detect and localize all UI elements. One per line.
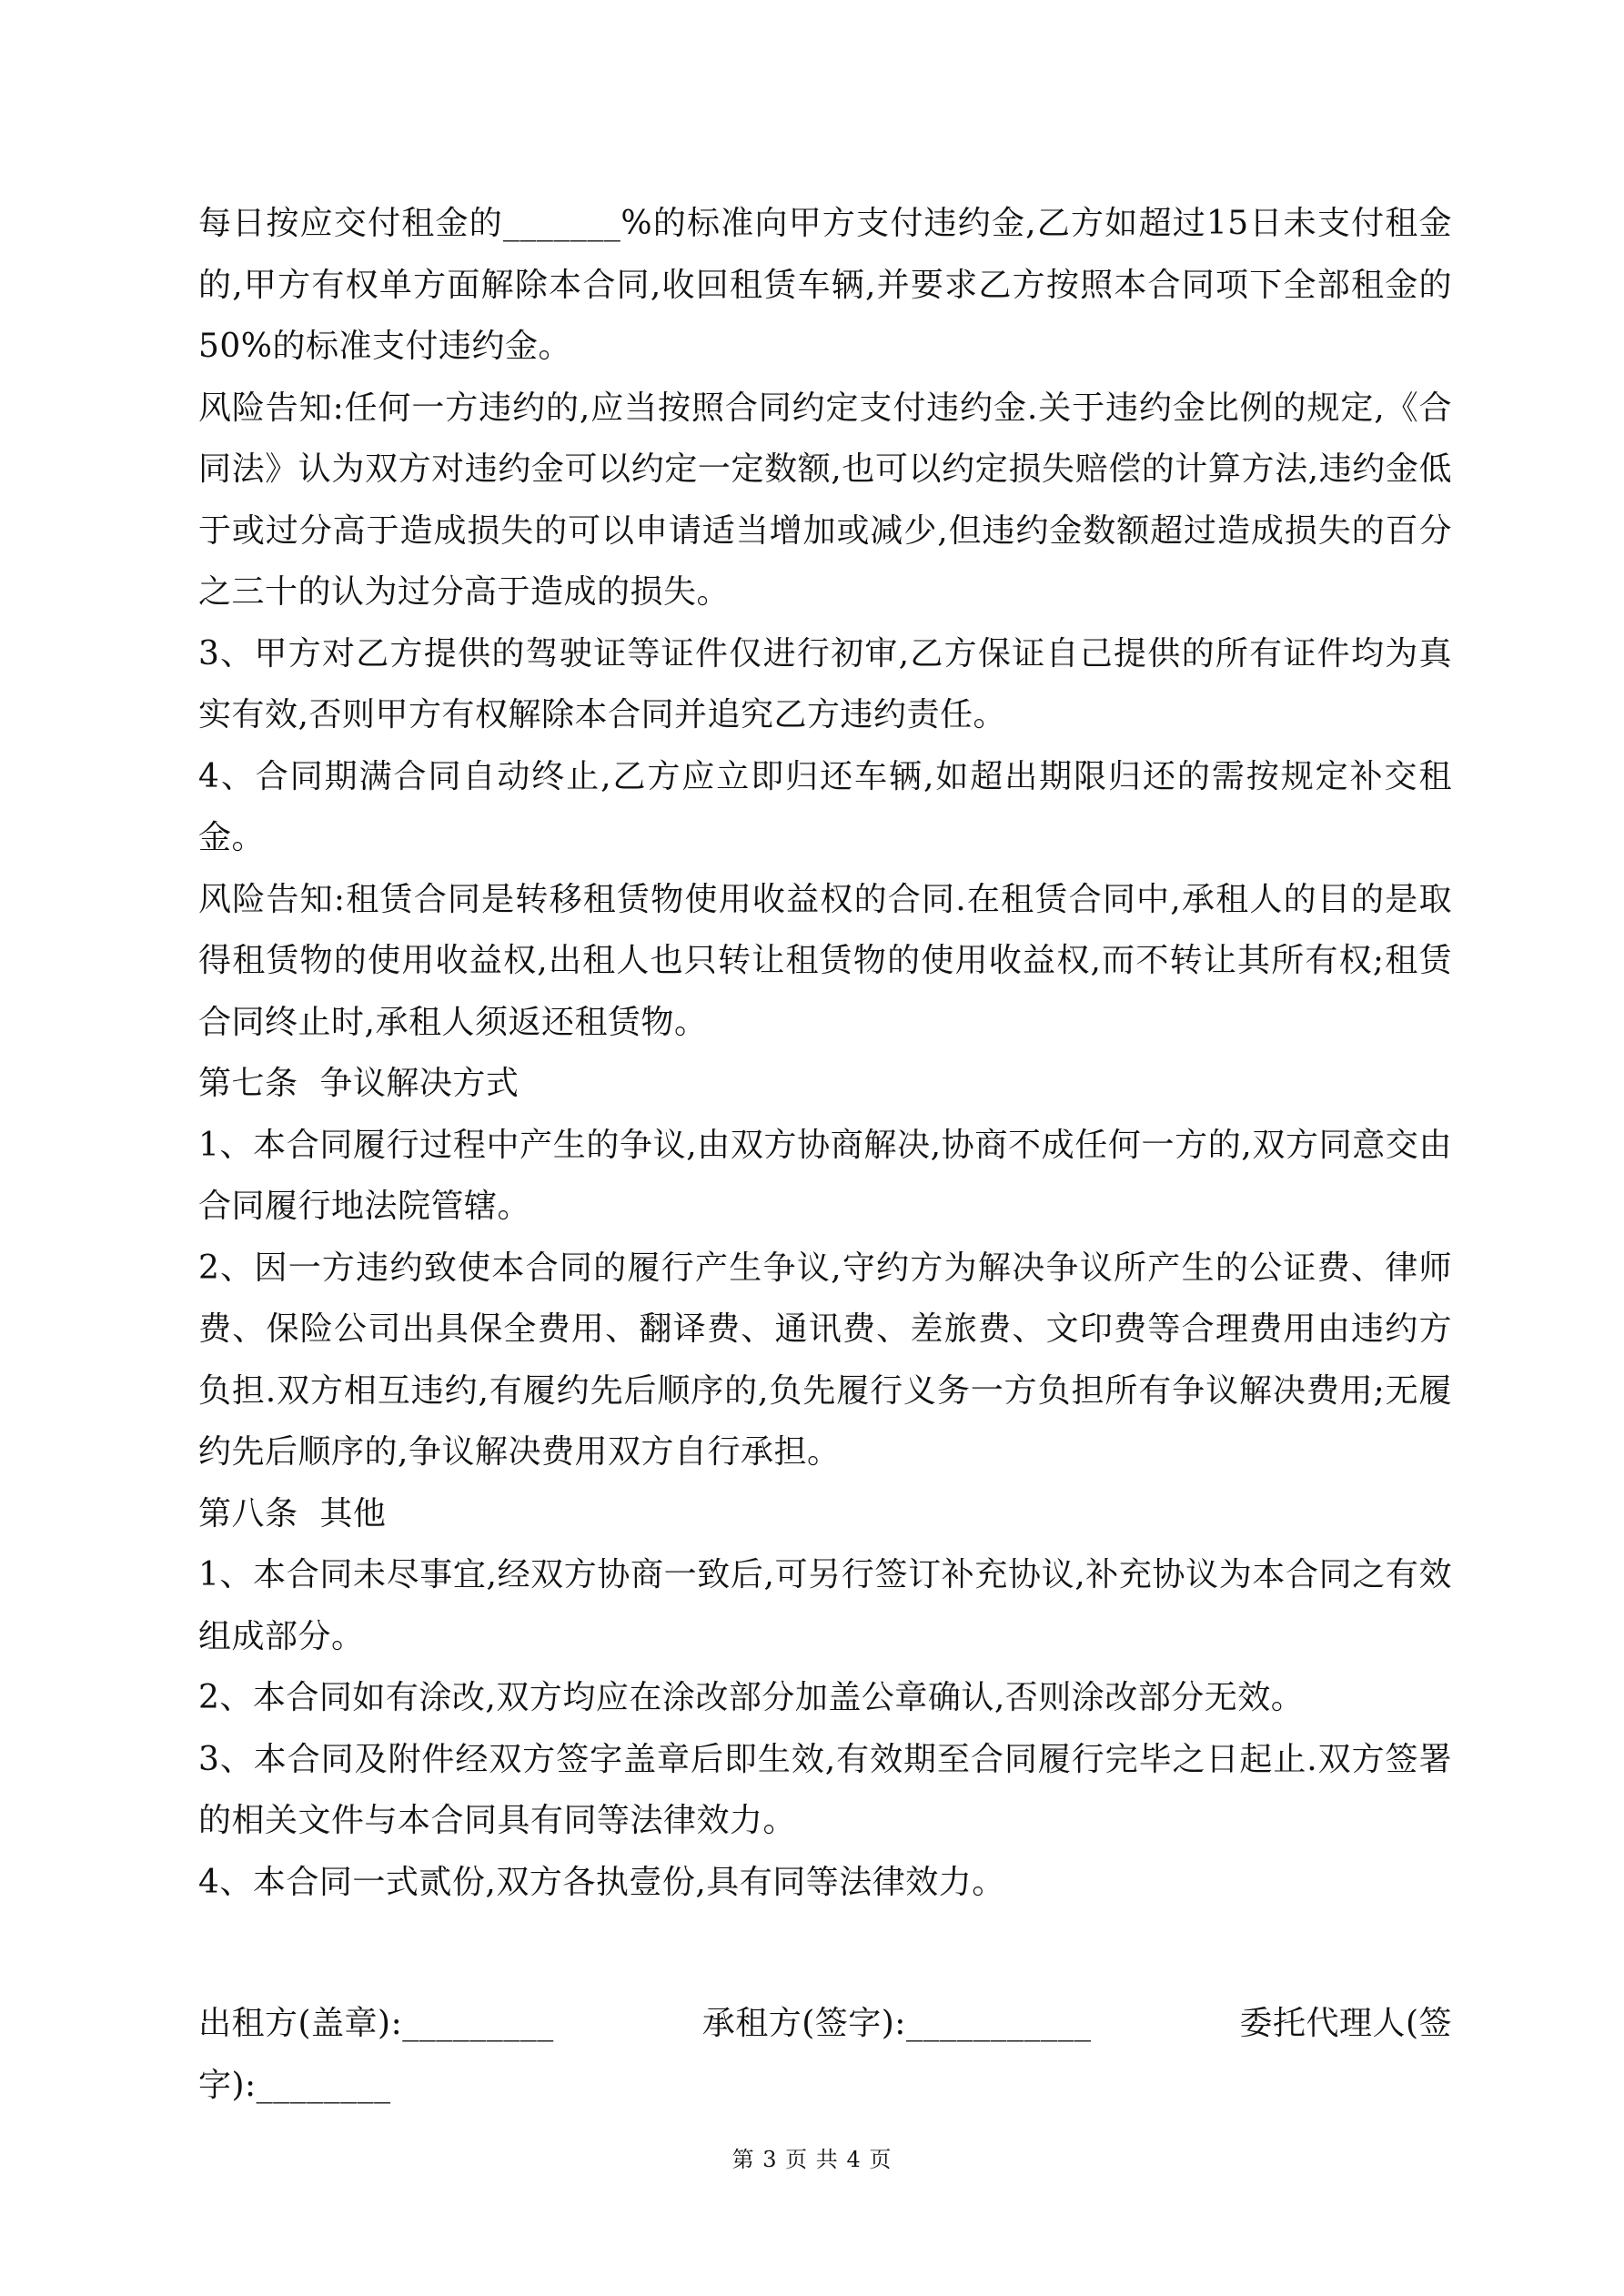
signature-row <box>198 1993 1452 2055</box>
lessor-signature-line: 出租方(盖章):_________ <box>198 2005 554 2042</box>
page-number-footer: 第 3 页 共 4 页 <box>731 2147 893 2172</box>
paragraph-risk-notice-penalty: 风险告知:任何一方违约的,应当按照合同约定支付违约金.关于违约金比例的规定,《合同法》认为双方对违约金可以约定一定数额,也可以约定损失赔偿的计算方法,违约金低于或过分高于造成损失的可以申请适当增加或减少,但违约金数额超过造成损失的百分之三十的认为过分高于造成的损失。 <box>198 389 1452 611</box>
paragraph-alterations: 2、本合同如有涂改,双方均应在涂改部分加盖公章确认,否则涂改部分无效。 <box>198 1679 1305 1716</box>
agent-signature-line: 委托代理人(签 <box>1239 2005 1452 2042</box>
paragraph-effective-date: 3、本合同及附件经双方签字盖章后即生效,有效期至合同履行完毕之日起止.双方签署的相关文件与本合同具有同等法律效力。 <box>198 1740 1452 1839</box>
agent-signature-continuation: 字):________ <box>198 2066 391 2104</box>
paragraph-copies: 4、本合同一式贰份,双方各执壹份,具有同等法律效力。 <box>198 1863 1005 1901</box>
paragraph-dispute-costs: 2、因一方违约致使本合同的履行产生争议,守约方为解决争议所产生的公证费、律师费、保险公司出具保全费用、翻译费、通讯费、差旅费、文印费等合理费用由违约方负担.双方相互违约,有履约先后顺序的,负先履行义务一方负担所有争议解决费用;无履约先后顺序的,争议解决费用双方自行承担。 <box>198 1249 1452 1471</box>
paragraph-risk-notice-lease: 风险告知:租赁合同是转移租赁物使用收益权的合同.在租赁合同中,承租人的目的是取得租赁物的使用收益权,出租人也只转让租赁物的使用收益权,而不转让其所有权;租赁合同终止时,承租人须返还租赁物。 <box>198 880 1452 1041</box>
signature-block <box>198 1993 1452 2116</box>
lessee-signature-line: 承租方(签字):___________ <box>701 2005 1092 2042</box>
paragraph-contract-expiry: 4、合同期满合同自动终止,乙方应立即归还车辆,如超出期限归还的需按规定补交租金。 <box>198 757 1452 856</box>
section-heading-article-7: 第七条 争议解决方式 <box>198 1065 519 1102</box>
paragraph-penalty-daily: 每日按应交付租金的_______%的标准向甲方支付违约金,乙方如超过15日未支付租金的,甲方有权单方面解除本合同,收回租赁车辆,并要求乙方按照本合同项下全部租金的50%的标准支付违约金。 <box>198 205 1452 365</box>
paragraph-dispute-court: 1、本合同履行过程中产生的争议,由双方协商解决,协商不成任何一方的,双方同意交由合同履行地法院管辖。 <box>198 1126 1452 1225</box>
paragraph-supplementary: 1、本合同未尽事宜,经双方协商一致后,可另行签订补充协议,补充协议为本合同之有效组成部分。 <box>198 1556 1452 1655</box>
contract-body <box>198 193 1452 1913</box>
paragraph-license-check: 3、甲方对乙方提供的驾驶证等证件仅进行初审,乙方保证自己提供的所有证件均为真实有效,否则甲方有权解除本合同并追究乙方违约责任。 <box>198 634 1452 733</box>
section-heading-article-8: 第八条 其他 <box>198 1494 387 1532</box>
